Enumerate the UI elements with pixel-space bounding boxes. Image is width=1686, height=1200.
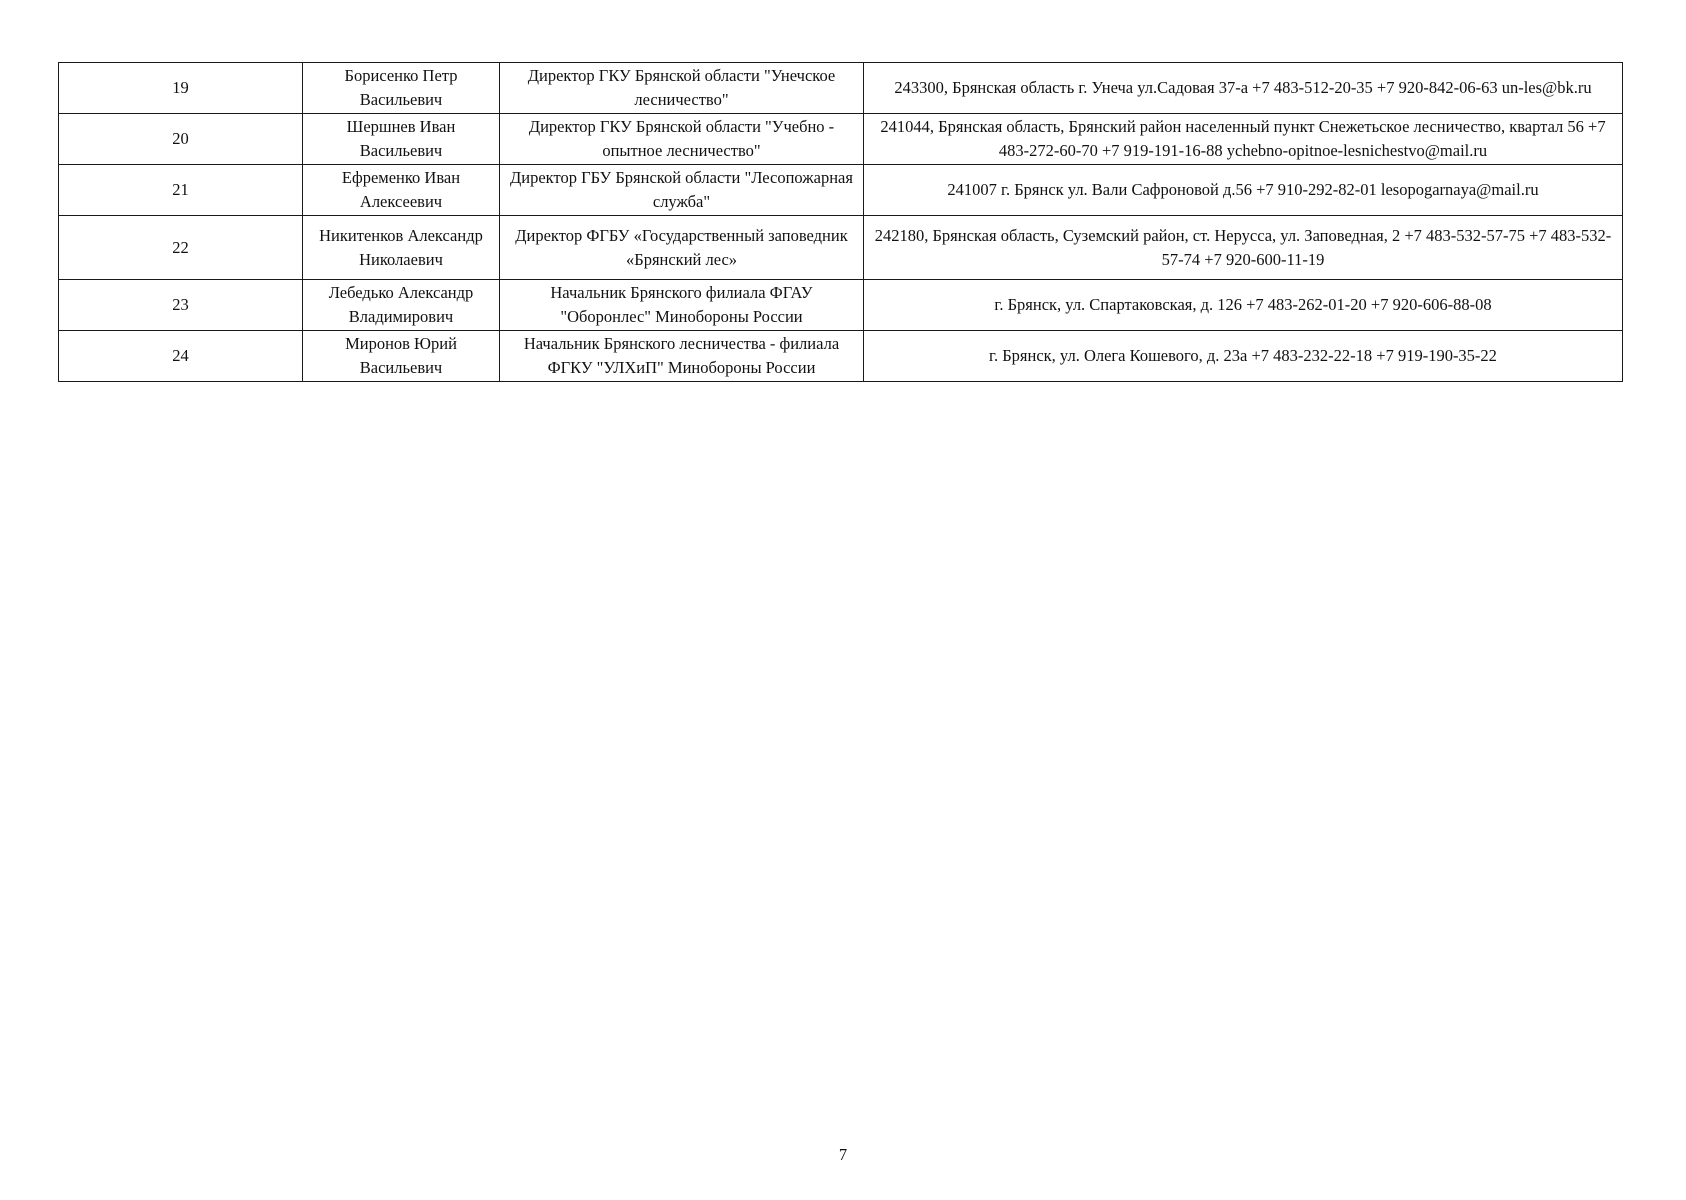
person-name: Шершнев Иван Васильевич [303, 114, 500, 165]
person-name: Борисенко Петр Васильевич [303, 63, 500, 114]
position-title: Директор ГКУ Брянской области "Учебно - опытное лесничество" [500, 114, 864, 165]
person-name: Ефременко Иван Алексеевич [303, 165, 500, 216]
address-contacts: 241044, Брянская область, Брянский район населенный пункт Снежетьское лесничество, квартал 56 +7 483-272-60-70 +7 919-191-16-88 ychebno-opitnoe-lesnichestvo@mail.ru [864, 114, 1623, 165]
person-name: Миронов Юрий Васильевич [303, 331, 500, 382]
position-title: Директор ФГБУ «Государственный заповедник «Брянский лес» [500, 216, 864, 280]
row-number: 19 [59, 63, 303, 114]
address-contacts: 243300, Брянская область г. Унеча ул.Садовая 37-а +7 483-512-20-35 +7 920-842-06-63 un-les@bk.ru [864, 63, 1623, 114]
row-number: 22 [59, 216, 303, 280]
row-number: 21 [59, 165, 303, 216]
address-contacts: 241007 г. Брянск ул. Вали Сафроновой д.56 +7 910-292-82-01 lesopogarnaya@mail.ru [864, 165, 1623, 216]
position-title: Директор ГКУ Брянской области "Унечское лесничество" [500, 63, 864, 114]
table-row [59, 331, 1623, 382]
table-row [59, 280, 1623, 331]
position-title: Начальник Брянского лесничества - филиала ФГКУ "УЛХиП" Минобороны России [500, 331, 864, 382]
table-row [59, 216, 1623, 280]
position-title: Начальник Брянского филиала ФГАУ "Оборонлес" Минобороны России [500, 280, 864, 331]
address-contacts: г. Брянск, ул. Спартаковская, д. 126 +7 483-262-01-20 +7 920-606-88-08 [864, 280, 1623, 331]
table-row [59, 114, 1623, 165]
contacts-table [58, 62, 1623, 382]
page-number: 7 [838, 1145, 848, 1164]
table-row [59, 165, 1623, 216]
person-name: Лебедько Александр Владимирович [303, 280, 500, 331]
table-row [59, 63, 1623, 114]
person-name: Никитенков Александр Николаевич [303, 216, 500, 280]
position-title: Директор ГБУ Брянской области "Лесопожарная служба" [500, 165, 864, 216]
row-number: 23 [59, 280, 303, 331]
row-number: 20 [59, 114, 303, 165]
address-contacts: г. Брянск, ул. Олега Кошевого, д. 23а +7 483-232-22-18 +7 919-190-35-22 [864, 331, 1623, 382]
address-contacts: 242180, Брянская область, Суземский район, ст. Нерусса, ул. Заповедная, 2 +7 483-532-57-75 +7 483-532-57-74 +7 920-600-11-19 [864, 216, 1623, 280]
row-number: 24 [59, 331, 303, 382]
